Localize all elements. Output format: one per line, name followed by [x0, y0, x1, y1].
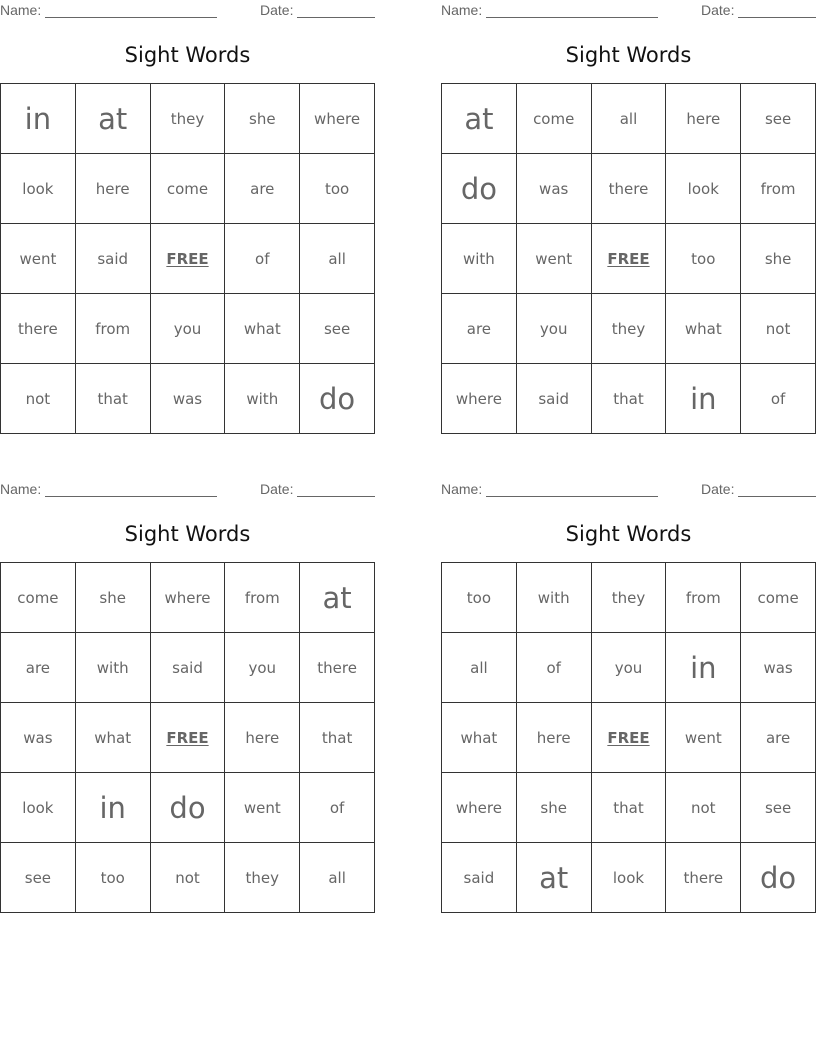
- word-cell: are: [1, 633, 76, 703]
- word-cell: all: [300, 843, 375, 913]
- free-space-label: FREE: [166, 728, 209, 747]
- name-blank-line: [486, 496, 658, 497]
- word-cell: said: [442, 843, 517, 913]
- name-blank-line: [45, 17, 217, 18]
- word-cell: are: [442, 294, 517, 364]
- word-cell: said: [76, 224, 151, 294]
- word-cell: that: [76, 364, 151, 434]
- word-cell: she: [517, 773, 592, 843]
- word-cell: with: [517, 563, 592, 633]
- word-cell: too: [300, 154, 375, 224]
- word-cell: there: [592, 154, 667, 224]
- date-label: Date:: [701, 2, 735, 18]
- word-cell: what: [442, 703, 517, 773]
- date-label: Date:: [701, 481, 735, 497]
- word-cell: here: [517, 703, 592, 773]
- word-cell: from: [225, 563, 300, 633]
- word-cell: there: [1, 294, 76, 364]
- word-cell: there: [666, 843, 741, 913]
- worksheet-header: [0, 2, 375, 18]
- word-cell: what: [76, 703, 151, 773]
- free-space-label: FREE: [166, 249, 209, 268]
- word-cell: are: [741, 703, 816, 773]
- date-label: Date:: [260, 2, 294, 18]
- worksheet-header: [441, 481, 816, 497]
- card-title: Sight Words: [565, 43, 692, 67]
- word-cell: not: [151, 843, 226, 913]
- word-grid: [0, 562, 375, 913]
- word-cell: see: [741, 84, 816, 154]
- word-cell: see: [300, 294, 375, 364]
- word-cell: she: [225, 84, 300, 154]
- name-blank-line: [486, 17, 658, 18]
- word-cell: here: [225, 703, 300, 773]
- word-cell: here: [76, 154, 151, 224]
- word-cell: said: [517, 364, 592, 434]
- word-cell: they: [592, 563, 667, 633]
- name-label: Name:: [0, 2, 42, 18]
- word-cell: that: [592, 364, 667, 434]
- word-cell: too: [442, 563, 517, 633]
- date-blank-line: [297, 496, 375, 497]
- word-cell: too: [666, 224, 741, 294]
- word-cell: see: [741, 773, 816, 843]
- word-cell: look: [666, 154, 741, 224]
- bingo-card: [0, 479, 375, 913]
- word-cell: in: [76, 773, 151, 843]
- card-title: Sight Words: [565, 522, 692, 546]
- word-cell: not: [666, 773, 741, 843]
- word-cell: from: [741, 154, 816, 224]
- card-title: Sight Words: [124, 43, 251, 67]
- word-cell: come: [741, 563, 816, 633]
- word-cell: went: [225, 773, 300, 843]
- word-cell: said: [151, 633, 226, 703]
- word-cell: with: [76, 633, 151, 703]
- word-cell: do: [442, 154, 517, 224]
- word-cell: they: [151, 84, 226, 154]
- word-cell: went: [1, 224, 76, 294]
- word-cell: was: [151, 364, 226, 434]
- word-cell: where: [300, 84, 375, 154]
- free-space-label: FREE: [607, 249, 650, 268]
- free-space-cell: [592, 224, 667, 294]
- word-cell: they: [592, 294, 667, 364]
- word-cell: look: [1, 154, 76, 224]
- word-cell: of: [300, 773, 375, 843]
- word-cell: do: [151, 773, 226, 843]
- name-label: Name:: [441, 481, 483, 497]
- word-grid: [441, 83, 816, 434]
- word-cell: where: [442, 773, 517, 843]
- word-cell: not: [1, 364, 76, 434]
- word-cell: she: [76, 563, 151, 633]
- bingo-card: [441, 0, 816, 434]
- word-cell: with: [225, 364, 300, 434]
- word-cell: you: [225, 633, 300, 703]
- free-space-label: FREE: [607, 728, 650, 747]
- word-cell: you: [151, 294, 226, 364]
- word-cell: they: [225, 843, 300, 913]
- word-cell: come: [517, 84, 592, 154]
- word-cell: at: [517, 843, 592, 913]
- word-cell: there: [300, 633, 375, 703]
- word-cell: of: [741, 364, 816, 434]
- word-cell: was: [741, 633, 816, 703]
- word-cell: where: [442, 364, 517, 434]
- word-cell: with: [442, 224, 517, 294]
- word-cell: you: [592, 633, 667, 703]
- word-cell: you: [517, 294, 592, 364]
- word-cell: in: [1, 84, 76, 154]
- bingo-card: [441, 479, 816, 913]
- word-cell: come: [151, 154, 226, 224]
- word-cell: what: [225, 294, 300, 364]
- word-cell: she: [741, 224, 816, 294]
- name-label: Name:: [441, 2, 483, 18]
- word-cell: that: [592, 773, 667, 843]
- worksheet-header: [0, 481, 375, 497]
- word-grid: [0, 83, 375, 434]
- word-cell: look: [1, 773, 76, 843]
- worksheet-header: [441, 2, 816, 18]
- word-cell: here: [666, 84, 741, 154]
- date-label: Date:: [260, 481, 294, 497]
- word-cell: come: [1, 563, 76, 633]
- name-blank-line: [45, 496, 217, 497]
- word-cell: do: [300, 364, 375, 434]
- bingo-card: [0, 0, 375, 434]
- word-cell: from: [76, 294, 151, 364]
- date-blank-line: [738, 496, 816, 497]
- card-title: Sight Words: [124, 522, 251, 546]
- date-blank-line: [738, 17, 816, 18]
- word-cell: went: [666, 703, 741, 773]
- word-cell: all: [300, 224, 375, 294]
- date-blank-line: [297, 17, 375, 18]
- word-cell: from: [666, 563, 741, 633]
- free-space-cell: [592, 703, 667, 773]
- word-cell: are: [225, 154, 300, 224]
- word-cell: do: [741, 843, 816, 913]
- word-cell: not: [741, 294, 816, 364]
- word-cell: was: [517, 154, 592, 224]
- word-cell: where: [151, 563, 226, 633]
- word-cell: look: [592, 843, 667, 913]
- word-cell: at: [300, 563, 375, 633]
- word-cell: of: [225, 224, 300, 294]
- word-cell: what: [666, 294, 741, 364]
- word-cell: all: [442, 633, 517, 703]
- free-space-cell: [151, 224, 226, 294]
- word-grid: [441, 562, 816, 913]
- word-cell: in: [666, 364, 741, 434]
- word-cell: at: [76, 84, 151, 154]
- word-cell: too: [76, 843, 151, 913]
- word-cell: see: [1, 843, 76, 913]
- word-cell: went: [517, 224, 592, 294]
- word-cell: of: [517, 633, 592, 703]
- free-space-cell: [151, 703, 226, 773]
- word-cell: was: [1, 703, 76, 773]
- word-cell: that: [300, 703, 375, 773]
- name-label: Name:: [0, 481, 42, 497]
- word-cell: at: [442, 84, 517, 154]
- word-cell: all: [592, 84, 667, 154]
- word-cell: in: [666, 633, 741, 703]
